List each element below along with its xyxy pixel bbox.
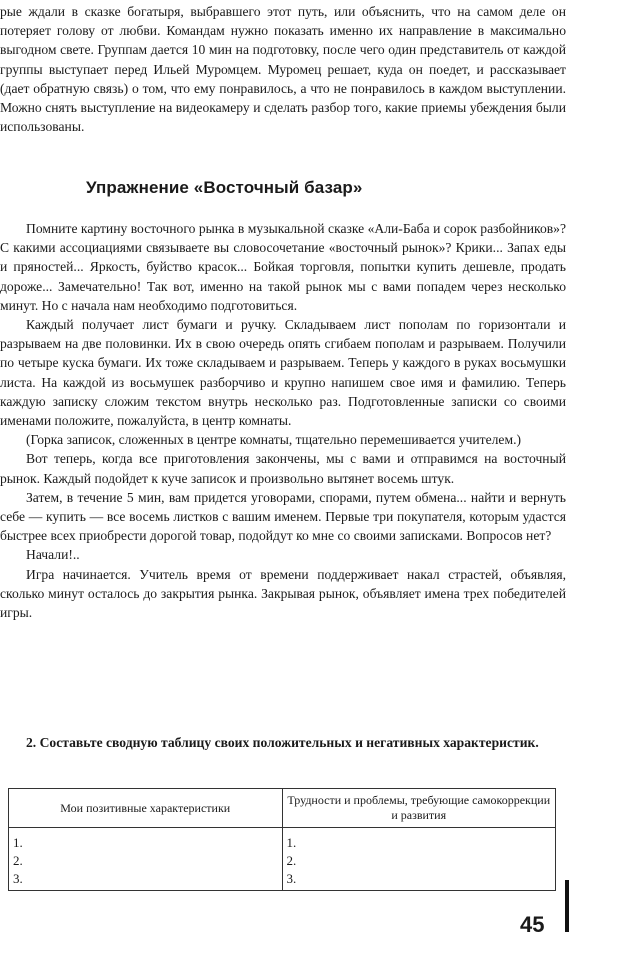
positive-cell [9, 828, 283, 891]
difficulties-cell [282, 828, 556, 891]
row-number: 1. [286, 835, 297, 850]
intro-paragraph: рые ждали в сказке богатыря, выбравшего этот путь, или объяснить, что на самом деле он потеряет голову от любви. Командам нужно показать именно их направление в максимально выгодном свете. Группам дается 10 мин на подготовку, после чего один представитель от каждой группы выступает перед Ильей Муромцем. Муромец решает, куда он поедет, и рассказывает (дает обратную связь) о том, что ему понравилось, а что не понравилось в каждом выступлении. Можно снять выступление на видеокамеру и сделать разбор того, какие приемы убеждения были использованы. [0, 4, 566, 135]
row-number: 3. [286, 871, 297, 886]
row-number: 1. [13, 835, 23, 850]
positive-column-header: Мои позитивные характеристики [9, 789, 283, 828]
paragraph-4: Вот теперь, когда все приготовления закончены, мы с вами и отправимся на восточный рынок. Каждый подойдет к куче записок и произвольно вытянет восемь штук. [0, 451, 566, 486]
table-row [9, 828, 556, 891]
page-number: 45 [520, 912, 545, 937]
characteristics-table [8, 788, 556, 891]
row-number: 3. [13, 871, 23, 886]
exercise-heading: Упражнение «Восточный базар» [86, 178, 363, 197]
paragraph-7: Игра начинается. Учитель время от времени поддерживает накал страстей, объявляя, сколько минут осталось до закрытия рынка. Закрывая рынок, объявляет имена трех победителей игры. [0, 566, 566, 621]
task-text: 2. Составьте сводную таблицу своих положительных и негативных характеристик. [26, 735, 539, 750]
difficulties-column-header: Трудности и проблемы, требующие самокоррекции и развития [282, 789, 556, 828]
paragraph-2: Каждый получает лист бумаги и ручку. Складываем лист пополам по горизонтали и разрываем на две половинки. Их в свою очередь опять сгибаем пополам и разрываем. Получили по четыре куска бумаги. Их тоже складываем и разрываем. Теперь у каждого в руках восьмушки листа. На каждой из восьмушек разборчиво и крупно напишем свое имя и фамилию. Теперь каждую записку сложим текстом внутрь несколько раз. Подготовленные записки со своими именами положите, пожалуйста, в центр комнаты. [0, 317, 566, 429]
paragraph-3: (Горка записок, сложенных в центре комнаты, тщательно перемешивается учителем.) [26, 432, 521, 448]
exercise-text [0, 219, 566, 622]
paragraph-6: Начали!.. [26, 547, 80, 563]
row-number: 2. [286, 853, 297, 868]
row-number: 2. [13, 853, 23, 868]
paragraph-1: Помните картину восточного рынка в музыкальной сказке «Али-Баба и сорок разбойников»? С какими ассоциациями связываете вы словосочетание «восточный рынок»? Крики... Запах еды и пряностей... Яркость, буйство красок... Бойкая торговля, попытки купить дешевле, продать дороже... Замечательно! Так вот, именно на такой рынок мы с вами попадем через несколько минут. Но с начала нам необходимо подготовиться. [0, 221, 566, 313]
table-header-row [9, 789, 556, 828]
margin-bar [565, 880, 569, 932]
intro-text [0, 2, 566, 136]
paragraph-5: Затем, в течение 5 мин, вам придется уговорами, спорами, путем обмена... найти и вернуть себе — купить — все восемь листков с вашим именем. Первые три покупателя, которым удастся быстрее всех приобрести дорогой товар, подойдут ко мне со своими записками. Вопросов нет? [0, 489, 566, 544]
task-instruction [0, 733, 556, 752]
